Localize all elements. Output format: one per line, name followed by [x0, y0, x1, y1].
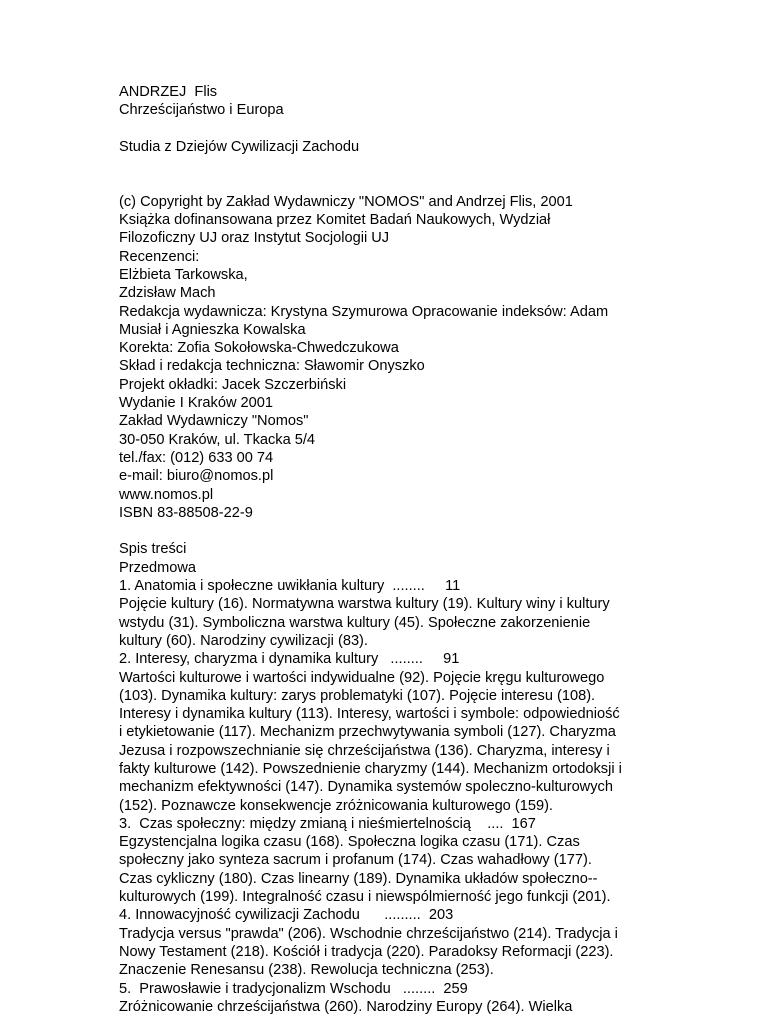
spacer [119, 156, 719, 174]
toc-line: fakty kulturowe (142). Powszednienie charyzmy (144). Mechanizm ortodoksji i [119, 760, 622, 777]
colophon-line: ISBN 83-88508-22-9 [119, 504, 253, 521]
colophon-line: Recenzenci: [119, 248, 200, 265]
document-page [119, 83, 719, 1016]
toc-line: (152). Poznawcze konsekwencje zróżnicowania kulturowego (159). [119, 797, 553, 814]
colophon-line: Zdzisław Mach [119, 285, 216, 302]
colophon-line: Musiał i Agnieszka Kowalska [119, 321, 306, 338]
toc-heading: Spis treści [119, 541, 187, 558]
toc-line: i etykietowanie (117). Mechanizm przechwytywania symboli (127). Charyzma [119, 724, 616, 741]
toc-line: Zróżnicowanie chrześcijaństwa (260). Narodziny Europy (264). Wielka [119, 998, 573, 1015]
toc-line: społeczny jako synteza sacrum i profanum (174). Czas wahadłowy (177). [119, 852, 592, 869]
colophon-line: Redakcja wydawnicza: Krystyna Szymurowa Opracowanie indeksów: Adam [119, 303, 609, 320]
toc-line: 3. Czas społeczny: między zmianą i nieśmiertelnością .... 167 [119, 815, 536, 832]
toc-line: 2. Interesy, charyzma i dynamika kultury ........ 91 [119, 651, 460, 668]
author-name: ANDRZEJ Flis [119, 84, 218, 100]
colophon [119, 193, 719, 522]
toc-line: Czas cykliczny (180). Czas linearny (189). Dynamika układów społeczno-- [119, 870, 598, 887]
colophon-line: Wydanie I Kraków 2001 [119, 395, 273, 412]
toc-line: Przedmowa [119, 559, 197, 576]
toc-line: 5. Prawosławie i tradycjonalizm Wschodu ........ 259 [119, 980, 468, 997]
colophon-line: Filozoficzny UJ oraz Instytut Socjologii UJ [119, 230, 390, 247]
toc-line: 1. Anatomia i społeczne uwikłania kultury ........ 11 [119, 578, 461, 595]
toc-line: mechanizm efektywności (147). Dynamika systemów spoleczno-kulturowych [119, 779, 613, 796]
colophon-line: (c) Copyright by Zakład Wydawniczy "NOMOS" and Andrzej Flis, 2001 [119, 193, 573, 210]
spacer [119, 120, 719, 138]
toc-line: (103). Dynamika kultury: zarys problematyki (107). Pojęcie interesu (108). [119, 687, 596, 704]
colophon-line: Projekt okładki: Jacek Szczerbiński [119, 376, 347, 393]
toc-line: Interesy i dynamika kultury (113). Interesy, wartości i symbole: odpowiedniość [119, 706, 620, 723]
toc-line: 4. Innowacyjność cywilizacji Zachodu ......... 203 [119, 907, 454, 924]
toc-line: Wartości kulturowe i wartości indywidualne (92). Pojęcie kręgu kulturowego [119, 669, 605, 686]
colophon-line: e-mail: biuro@nomos.pl [119, 468, 274, 485]
book-title: Chrześcijaństwo i Europa [119, 102, 284, 119]
toc-line: Pojęcie kultury (16). Normatywna warstwa kultury (19). Kultury winy i kultury [119, 596, 610, 613]
toc-line: kultury (60). Narodziny cywilizacji (83). [119, 632, 368, 649]
toc-line: Egzystencjalna logika czasu (168). Społeczna logika czasu (171). Czas [119, 834, 580, 851]
colophon-line: 30-050 Kraków, ul. Tkacka 5/4 [119, 431, 316, 448]
toc-line: Jezusa i rozpowszechnianie się chrześcijaństwa (136). Charyzma, interesy i [119, 742, 610, 759]
spacer [119, 174, 719, 192]
spacer [119, 522, 719, 540]
colophon-line: Skład i redakcja techniczna: Sławomir Onyszko [119, 358, 425, 375]
toc-line: kulturowych (199). Integralność czasu i niewspólmierność jego funkcji (201). [119, 889, 611, 906]
colophon-line: Zakład Wydawniczy "Nomos" [119, 413, 309, 430]
toc-line: Znaczenie Renesansu (238). Rewolucja techniczna (253). [119, 962, 494, 979]
colophon-line: Elżbieta Tarkowska, [119, 266, 248, 283]
toc-line: Nowy Testament (218). Kościół i tradycja (220). Paradoksy Reformacji (223). [119, 943, 614, 960]
colophon-line: www.nomos.pl [119, 486, 214, 503]
colophon-line: Książka dofinansowana przez Komitet Badań Naukowych, Wydział [119, 212, 551, 229]
table-of-contents [119, 540, 719, 1016]
colophon-line: Korekta: Zofia Sokołowska-Chwedczukowa [119, 340, 399, 357]
toc-line: Tradycja versus "prawda" (206). Wschodnie chrześcijaństwo (214). Tradycja i [119, 925, 618, 942]
toc-line: wstydu (31). Symboliczna warstwa kultury (45). Społeczne zakorzenienie [119, 614, 591, 631]
series-title: Studia z Dziejów Cywilizacji Zachodu [119, 138, 360, 155]
colophon-line: tel./fax: (012) 633 00 74 [119, 449, 274, 466]
